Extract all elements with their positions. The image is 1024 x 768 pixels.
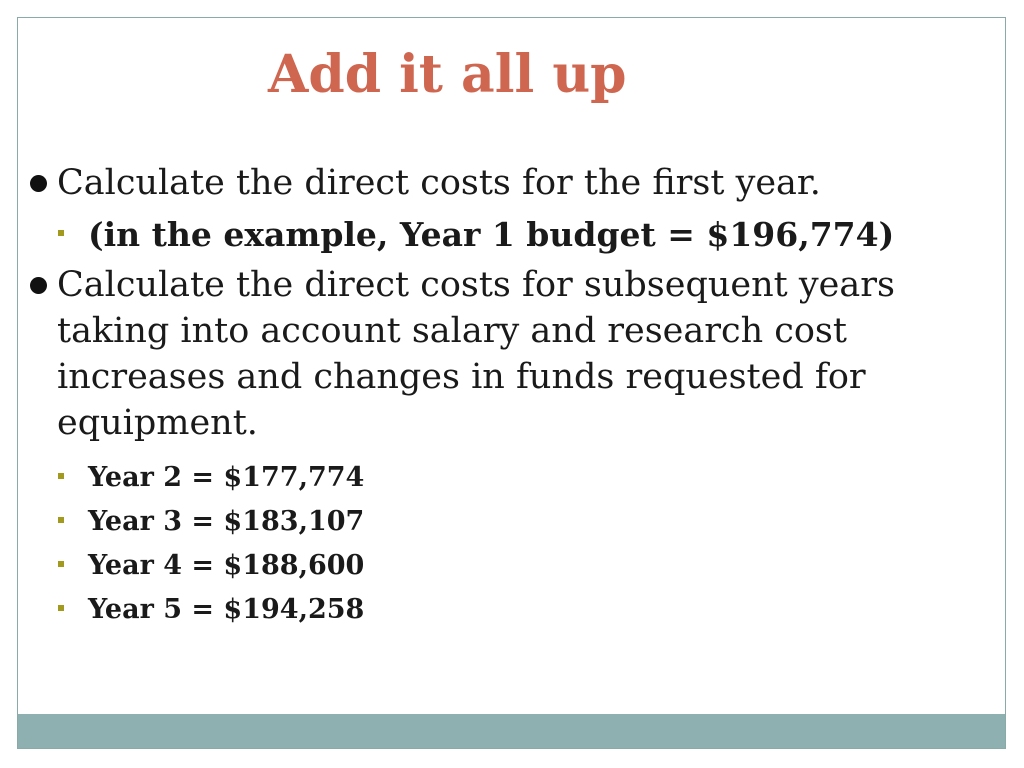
sub-bullet-text: Year 3 = $183,107 xyxy=(88,506,365,537)
square-bullet-icon xyxy=(58,473,64,479)
square-bullet-icon xyxy=(58,605,64,611)
sub-bullet-text: (in the example, Year 1 budget = $196,774) xyxy=(88,215,895,254)
bullet-item xyxy=(30,160,950,206)
sub-bullet-item xyxy=(30,544,950,588)
sub-bullet-text: Year 2 = $177,774 xyxy=(88,462,365,493)
square-bullet-icon xyxy=(58,230,64,236)
bullet-dot-icon xyxy=(30,175,47,192)
sub-bullet-item xyxy=(30,588,950,632)
slide-title: Add it all up xyxy=(268,44,627,105)
sub-bullet-text: Year 4 = $188,600 xyxy=(88,550,365,581)
footer-bar xyxy=(18,714,1005,748)
bullet-item xyxy=(30,262,950,446)
sub-bullet-item xyxy=(30,456,950,500)
square-bullet-icon xyxy=(58,561,64,567)
sub-bullet-item xyxy=(30,210,950,260)
square-bullet-icon xyxy=(58,517,64,523)
bullet-text: Calculate the direct costs for the first year. xyxy=(57,163,821,203)
slide-content xyxy=(30,160,950,632)
sub-bullet-text: Year 5 = $194,258 xyxy=(88,594,365,625)
bullet-text: Calculate the direct costs for subsequent years taking into account salary and research cost increases and changes in funds requested for equipment. xyxy=(57,265,895,443)
sub-bullet-item xyxy=(30,500,950,544)
bullet-dot-icon xyxy=(30,277,47,294)
